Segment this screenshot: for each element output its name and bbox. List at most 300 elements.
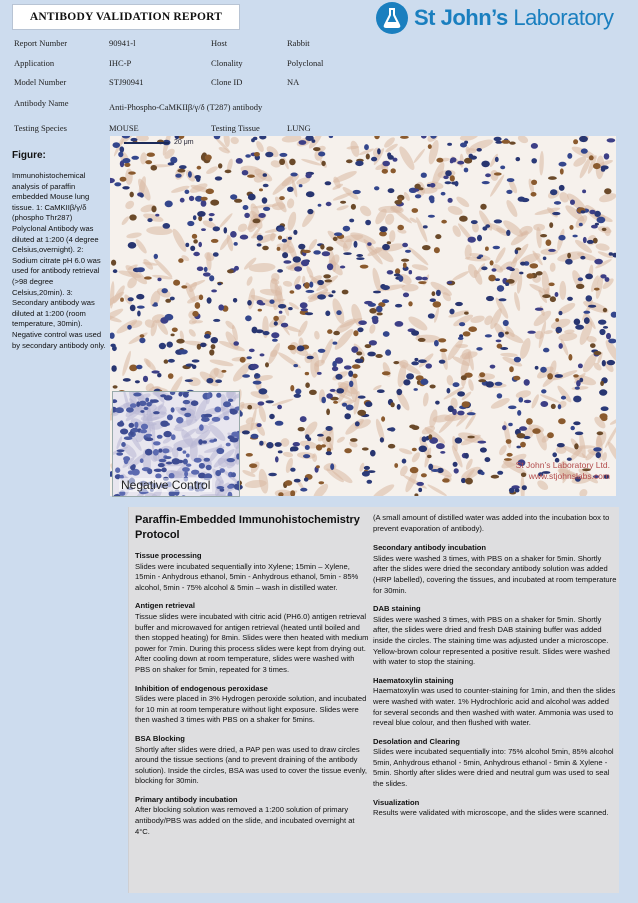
cell-nucleus: [137, 311, 141, 317]
logo-text-light: Laboratory: [513, 5, 614, 30]
cell-nucleus: [145, 160, 152, 164]
tissue-fibre: [286, 211, 298, 232]
cell-nucleus: [205, 155, 212, 161]
tissue-fibre: [230, 136, 240, 145]
cell-nucleus: [506, 439, 512, 444]
cell-nucleus: [522, 485, 527, 490]
cell-nucleus: [185, 190, 190, 194]
cell-nucleus: [584, 317, 590, 324]
cell-nucleus: [492, 268, 497, 271]
cell-nucleus: [436, 158, 443, 163]
cell-nucleus: [234, 484, 239, 490]
cell-nucleus: [277, 247, 281, 251]
cell-nucleus: [336, 388, 344, 393]
cell-nucleus: [135, 380, 140, 383]
cell-nucleus: [171, 434, 176, 440]
cell-nucleus: [306, 290, 315, 293]
cell-nucleus: [305, 372, 309, 375]
cell-nucleus: [223, 401, 231, 407]
cell-nucleus: [356, 257, 364, 260]
cell-nucleus: [279, 196, 285, 200]
cell-nucleus: [246, 453, 253, 457]
cell-nucleus: [504, 458, 512, 461]
cell-nucleus: [457, 411, 464, 416]
cell-nucleus: [113, 269, 118, 273]
cell-nucleus: [193, 215, 197, 220]
cell-nucleus: [414, 493, 418, 496]
cell-nucleus: [416, 482, 424, 486]
tissue-fibre: [371, 482, 396, 496]
cell-nucleus: [255, 329, 264, 333]
cell-nucleus: [260, 353, 265, 356]
cell-nucleus: [567, 153, 572, 159]
cell-nucleus: [556, 327, 563, 333]
cell-nucleus: [543, 257, 547, 261]
cell-nucleus: [206, 378, 213, 383]
cell-nucleus: [447, 281, 452, 284]
tissue-fibre: [550, 263, 556, 272]
tissue-fibre: [126, 231, 142, 239]
tissue-fibre: [459, 136, 479, 142]
cell-nucleus: [374, 186, 379, 190]
cell-nucleus: [482, 226, 487, 230]
cell-nucleus: [597, 217, 606, 224]
cell-nucleus: [178, 392, 182, 397]
cell-nucleus: [570, 200, 575, 205]
cell-nucleus: [257, 423, 262, 427]
cell-nucleus: [249, 463, 257, 468]
cell-nucleus: [165, 314, 174, 321]
cell-nucleus: [165, 456, 172, 459]
cell-nucleus: [162, 288, 168, 293]
cell-nucleus: [221, 370, 226, 373]
cell-nucleus: [218, 283, 222, 286]
cell-nucleus: [349, 219, 354, 223]
cell-nucleus: [478, 379, 486, 382]
cell-nucleus: [136, 365, 142, 370]
cell-nucleus: [490, 365, 496, 369]
tissue-fibre: [533, 224, 545, 231]
cell-nucleus: [376, 306, 383, 313]
cell-nucleus: [179, 349, 188, 354]
info-row: [8, 92, 632, 118]
cell-nucleus: [428, 215, 435, 218]
protocol-section-body: Slides were incubated sequentially into: 75% alcohol 5min, 85% alcohol 5min, Anhydrous ethanol - 5min, Anhydrous ethanol - 5min & Xylene - 5min. Shortly after slides were dried and neutral gum was used to seal the slides.: [373, 747, 614, 789]
cell-nucleus: [293, 364, 298, 367]
cell-nucleus: [114, 182, 121, 186]
cell-nucleus: [203, 272, 211, 276]
cell-nucleus: [555, 374, 563, 378]
cell-nucleus: [192, 311, 198, 317]
cell-nucleus: [593, 238, 598, 244]
cell-nucleus: [212, 417, 221, 422]
cell-nucleus: [471, 220, 478, 224]
cell-nucleus: [343, 226, 350, 232]
cell-nucleus: [136, 401, 140, 407]
tissue-fibre: [467, 379, 475, 392]
cell-nucleus: [199, 295, 203, 301]
cell-nucleus: [480, 204, 486, 210]
cell-nucleus: [462, 401, 470, 407]
tissue-fibre: [332, 191, 352, 202]
cell-nucleus: [414, 358, 418, 361]
cell-nucleus: [289, 159, 296, 166]
model-number-label: Model Number: [14, 77, 67, 87]
cell-nucleus: [423, 225, 428, 228]
tissue-fibre: [578, 487, 589, 496]
cell-nucleus: [320, 244, 324, 249]
cell-nucleus: [211, 239, 219, 243]
tissue-fibre: [559, 281, 566, 300]
cell-nucleus: [305, 173, 311, 178]
cell-nucleus: [421, 173, 427, 178]
cell-nucleus: [552, 452, 557, 457]
cell-nucleus: [247, 356, 252, 359]
cell-nucleus: [402, 459, 407, 464]
tissue-fibre: [414, 216, 429, 243]
cell-nucleus: [548, 176, 557, 180]
protocol-section-heading: Inhibition of endogenous peroxidase: [135, 683, 268, 693]
flask-icon: [376, 2, 408, 34]
cell-nucleus: [497, 393, 503, 398]
cell-nucleus: [262, 197, 268, 203]
cell-nucleus: [192, 359, 200, 362]
cell-nucleus: [247, 300, 252, 306]
cell-nucleus: [153, 411, 160, 414]
cell-nucleus: [122, 186, 129, 189]
cell-nucleus: [445, 170, 452, 176]
watermark: [516, 460, 610, 482]
cell-nucleus: [364, 144, 369, 150]
protocol-section-body: Shortly after slides were dried, a PAP pen was used to draw circles around the tissue sections (and to prevent draining of the antibody solution). Inside the circles, BSA was used to cover the tissue evenly, blocking for 30min.: [135, 744, 368, 786]
cell-nucleus: [425, 363, 432, 368]
host-value: Rabbit: [287, 38, 310, 48]
cell-nucleus: [206, 465, 212, 471]
cell-nucleus: [520, 262, 526, 266]
cell-nucleus: [502, 425, 506, 430]
cell-nucleus: [168, 162, 175, 165]
cell-nucleus: [288, 237, 292, 240]
cell-nucleus: [450, 175, 455, 181]
cell-nucleus: [295, 389, 301, 395]
cell-nucleus: [227, 269, 234, 273]
cell-nucleus: [154, 302, 158, 305]
cell-nucleus: [508, 423, 513, 426]
cell-nucleus: [157, 373, 161, 377]
cell-nucleus: [116, 452, 123, 455]
cell-nucleus: [599, 329, 605, 335]
cell-nucleus: [269, 414, 275, 419]
cell-nucleus: [593, 447, 602, 451]
cell-nucleus: [435, 401, 440, 405]
cell-nucleus: [144, 276, 152, 279]
cell-nucleus: [129, 423, 135, 428]
cell-nucleus: [554, 201, 561, 205]
cell-nucleus: [415, 276, 422, 280]
cell-nucleus: [559, 162, 567, 167]
cell-nucleus: [509, 366, 514, 372]
antibody-name-value: Anti-Phospho-CaMKIIβ/γ/δ (T287) antibody: [109, 101, 263, 112]
cell-nucleus: [211, 344, 216, 349]
tissue-fibre: [447, 204, 464, 216]
cell-nucleus: [230, 194, 237, 199]
cell-nucleus: [497, 285, 504, 292]
cell-nucleus: [165, 201, 173, 208]
cell-nucleus: [385, 349, 391, 355]
cell-nucleus: [490, 260, 494, 265]
cell-nucleus: [290, 446, 299, 451]
cell-nucleus: [481, 161, 490, 168]
cell-nucleus: [287, 187, 294, 192]
cell-nucleus: [293, 442, 300, 446]
tissue-fibre: [427, 483, 448, 496]
cell-nucleus: [209, 275, 214, 281]
cell-nucleus: [455, 437, 462, 443]
cell-nucleus: [568, 354, 572, 361]
cell-nucleus: [403, 379, 410, 385]
cell-nucleus: [230, 438, 239, 443]
tissue-fibre: [236, 222, 248, 234]
cell-nucleus: [537, 271, 542, 274]
cell-nucleus: [215, 176, 222, 180]
cell-nucleus: [594, 259, 603, 265]
tissue-fibre: [609, 417, 616, 426]
cell-nucleus: [198, 242, 202, 247]
cell-nucleus: [214, 136, 221, 139]
cell-nucleus: [182, 467, 190, 472]
cell-nucleus: [253, 137, 258, 140]
tissue-fibre: [142, 212, 164, 224]
cell-nucleus: [213, 439, 217, 442]
cell-nucleus: [168, 359, 175, 363]
cell-nucleus: [214, 407, 221, 413]
cell-nucleus: [428, 313, 435, 318]
cell-nucleus: [516, 157, 521, 161]
cell-nucleus: [268, 473, 277, 476]
cell-nucleus: [496, 340, 502, 343]
tissue-fibre: [302, 276, 306, 285]
cell-nucleus: [279, 159, 285, 165]
clonality-value: Polyclonal: [287, 57, 324, 68]
cell-nucleus: [367, 242, 371, 246]
cell-nucleus: [467, 436, 475, 439]
cell-nucleus: [245, 315, 252, 321]
cell-nucleus: [110, 333, 115, 339]
cell-nucleus: [170, 297, 175, 301]
cell-nucleus: [124, 436, 133, 440]
cell-nucleus: [151, 399, 159, 403]
cell-nucleus: [411, 330, 419, 336]
protocol-title: Paraffin-Embedded Immunohistochemistry Protocol: [135, 514, 360, 541]
cell-nucleus: [321, 397, 326, 404]
cell-nucleus: [541, 389, 546, 393]
cell-nucleus: [267, 442, 274, 448]
cell-nucleus: [263, 331, 270, 335]
cell-nucleus: [394, 463, 398, 468]
cell-nucleus: [506, 267, 512, 270]
cell-nucleus: [395, 321, 404, 327]
cell-nucleus: [183, 400, 190, 404]
cell-nucleus: [278, 227, 285, 231]
cell-nucleus: [131, 138, 138, 142]
cell-nucleus: [448, 198, 453, 203]
cell-nucleus: [194, 458, 202, 463]
cell-nucleus: [607, 138, 616, 142]
cell-nucleus: [602, 228, 607, 231]
cell-nucleus: [201, 154, 205, 161]
cell-nucleus: [531, 143, 538, 149]
cell-nucleus: [453, 382, 460, 387]
cell-nucleus: [550, 189, 557, 195]
cell-nucleus: [278, 304, 286, 309]
cell-nucleus: [236, 453, 240, 459]
cell-nucleus: [447, 388, 451, 394]
cell-nucleus: [326, 409, 330, 416]
cell-nucleus: [410, 467, 419, 473]
cell-nucleus: [356, 254, 363, 257]
cell-nucleus: [390, 427, 396, 431]
cell-nucleus: [258, 309, 262, 312]
cell-nucleus: [430, 198, 435, 203]
cell-nucleus: [555, 292, 559, 297]
cell-nucleus: [372, 318, 378, 325]
cell-nucleus: [121, 442, 126, 447]
cell-nucleus: [130, 192, 134, 198]
cell-nucleus: [231, 472, 236, 477]
cell-nucleus: [421, 136, 427, 139]
cell-nucleus: [409, 270, 413, 274]
cell-nucleus: [167, 342, 173, 348]
cell-nucleus: [269, 300, 274, 304]
cell-nucleus: [216, 448, 224, 454]
cell-nucleus: [196, 176, 201, 182]
cell-nucleus: [589, 155, 594, 160]
clonality-label: Clonality: [211, 57, 243, 68]
tissue-fibre: [170, 227, 189, 253]
cell-nucleus: [209, 218, 213, 222]
cell-nucleus: [188, 171, 192, 178]
cell-nucleus: [244, 213, 250, 218]
cell-nucleus: [327, 329, 332, 334]
cell-nucleus: [455, 302, 463, 306]
cell-nucleus: [298, 427, 305, 431]
cell-nucleus: [393, 361, 399, 364]
cell-nucleus: [209, 349, 214, 355]
protocol-section-heading: Primary antibody incubation: [135, 794, 238, 804]
cell-nucleus: [265, 152, 273, 158]
cell-nucleus: [206, 189, 214, 195]
cell-nucleus: [190, 246, 195, 251]
tissue-fibre: [381, 361, 392, 378]
cell-nucleus: [298, 244, 305, 250]
cell-nucleus: [578, 277, 583, 281]
tissue-fibre: [504, 199, 519, 219]
tissue-fibre: [540, 248, 558, 255]
cell-nucleus: [611, 312, 616, 318]
report-number-label: Report Number: [14, 38, 68, 48]
logo-text-bold: St John’s: [414, 5, 508, 30]
tissue-fibre: [389, 230, 396, 243]
cell-nucleus: [414, 388, 418, 391]
cell-nucleus: [491, 475, 499, 479]
cell-nucleus: [395, 304, 402, 308]
cell-nucleus: [159, 343, 166, 349]
cell-nucleus: [176, 339, 184, 344]
cell-nucleus: [189, 196, 194, 201]
cell-nucleus: [604, 153, 610, 159]
cell-nucleus: [309, 282, 313, 288]
cell-nucleus: [453, 462, 458, 467]
cell-nucleus: [318, 204, 322, 207]
cell-nucleus: [225, 170, 232, 174]
watermark-line1: St John’s Laboratory Ltd.: [515, 460, 610, 470]
cell-nucleus: [464, 168, 469, 173]
cell-nucleus: [139, 338, 145, 344]
cell-nucleus: [140, 410, 144, 413]
cell-nucleus: [227, 458, 235, 462]
cell-nucleus: [136, 294, 144, 300]
cell-nucleus: [326, 436, 331, 442]
tissue-fibre: [413, 148, 426, 164]
cell-nucleus: [193, 252, 200, 256]
cell-nucleus: [333, 237, 338, 241]
cell-nucleus: [334, 232, 342, 236]
cell-nucleus: [186, 454, 190, 458]
cell-nucleus: [387, 152, 391, 157]
cell-nucleus: [403, 293, 409, 298]
cell-nucleus: [508, 406, 516, 410]
cell-nucleus: [325, 311, 330, 317]
protocol-section-body: Results were validated with microscope, and the slides were scanned.: [373, 808, 609, 818]
cell-nucleus: [170, 392, 175, 395]
cell-nucleus: [326, 202, 332, 206]
cell-nucleus: [567, 253, 571, 259]
cell-nucleus: [531, 192, 537, 197]
cell-nucleus: [440, 451, 445, 454]
watermark-line2: www.stjohnslabs.com: [528, 471, 610, 481]
cell-nucleus: [294, 266, 302, 271]
cell-nucleus: [301, 308, 308, 311]
cell-nucleus: [129, 365, 137, 372]
cell-nucleus: [113, 142, 121, 148]
cell-nucleus: [145, 434, 152, 437]
cell-nucleus: [445, 181, 452, 184]
cell-nucleus: [355, 421, 360, 426]
cell-nucleus: [436, 290, 441, 296]
cell-nucleus: [178, 258, 183, 263]
cell-nucleus: [253, 219, 261, 224]
cell-nucleus: [486, 381, 494, 387]
cell-nucleus: [588, 305, 596, 308]
cell-nucleus: [505, 282, 509, 286]
cell-nucleus: [290, 173, 297, 177]
cell-nucleus: [601, 167, 606, 172]
cell-nucleus: [594, 288, 600, 291]
cell-nucleus: [153, 449, 159, 456]
cell-nucleus: [353, 190, 361, 194]
cell-nucleus: [527, 331, 535, 334]
cell-nucleus: [242, 170, 249, 175]
cell-nucleus: [402, 243, 408, 248]
cell-nucleus: [157, 278, 161, 282]
cell-nucleus: [197, 166, 202, 170]
cell-nucleus: [500, 166, 505, 170]
cell-nucleus: [305, 445, 310, 450]
cell-nucleus: [230, 231, 237, 238]
cell-nucleus: [271, 332, 279, 338]
cell-nucleus: [218, 304, 224, 310]
cell-nucleus: [290, 385, 294, 391]
